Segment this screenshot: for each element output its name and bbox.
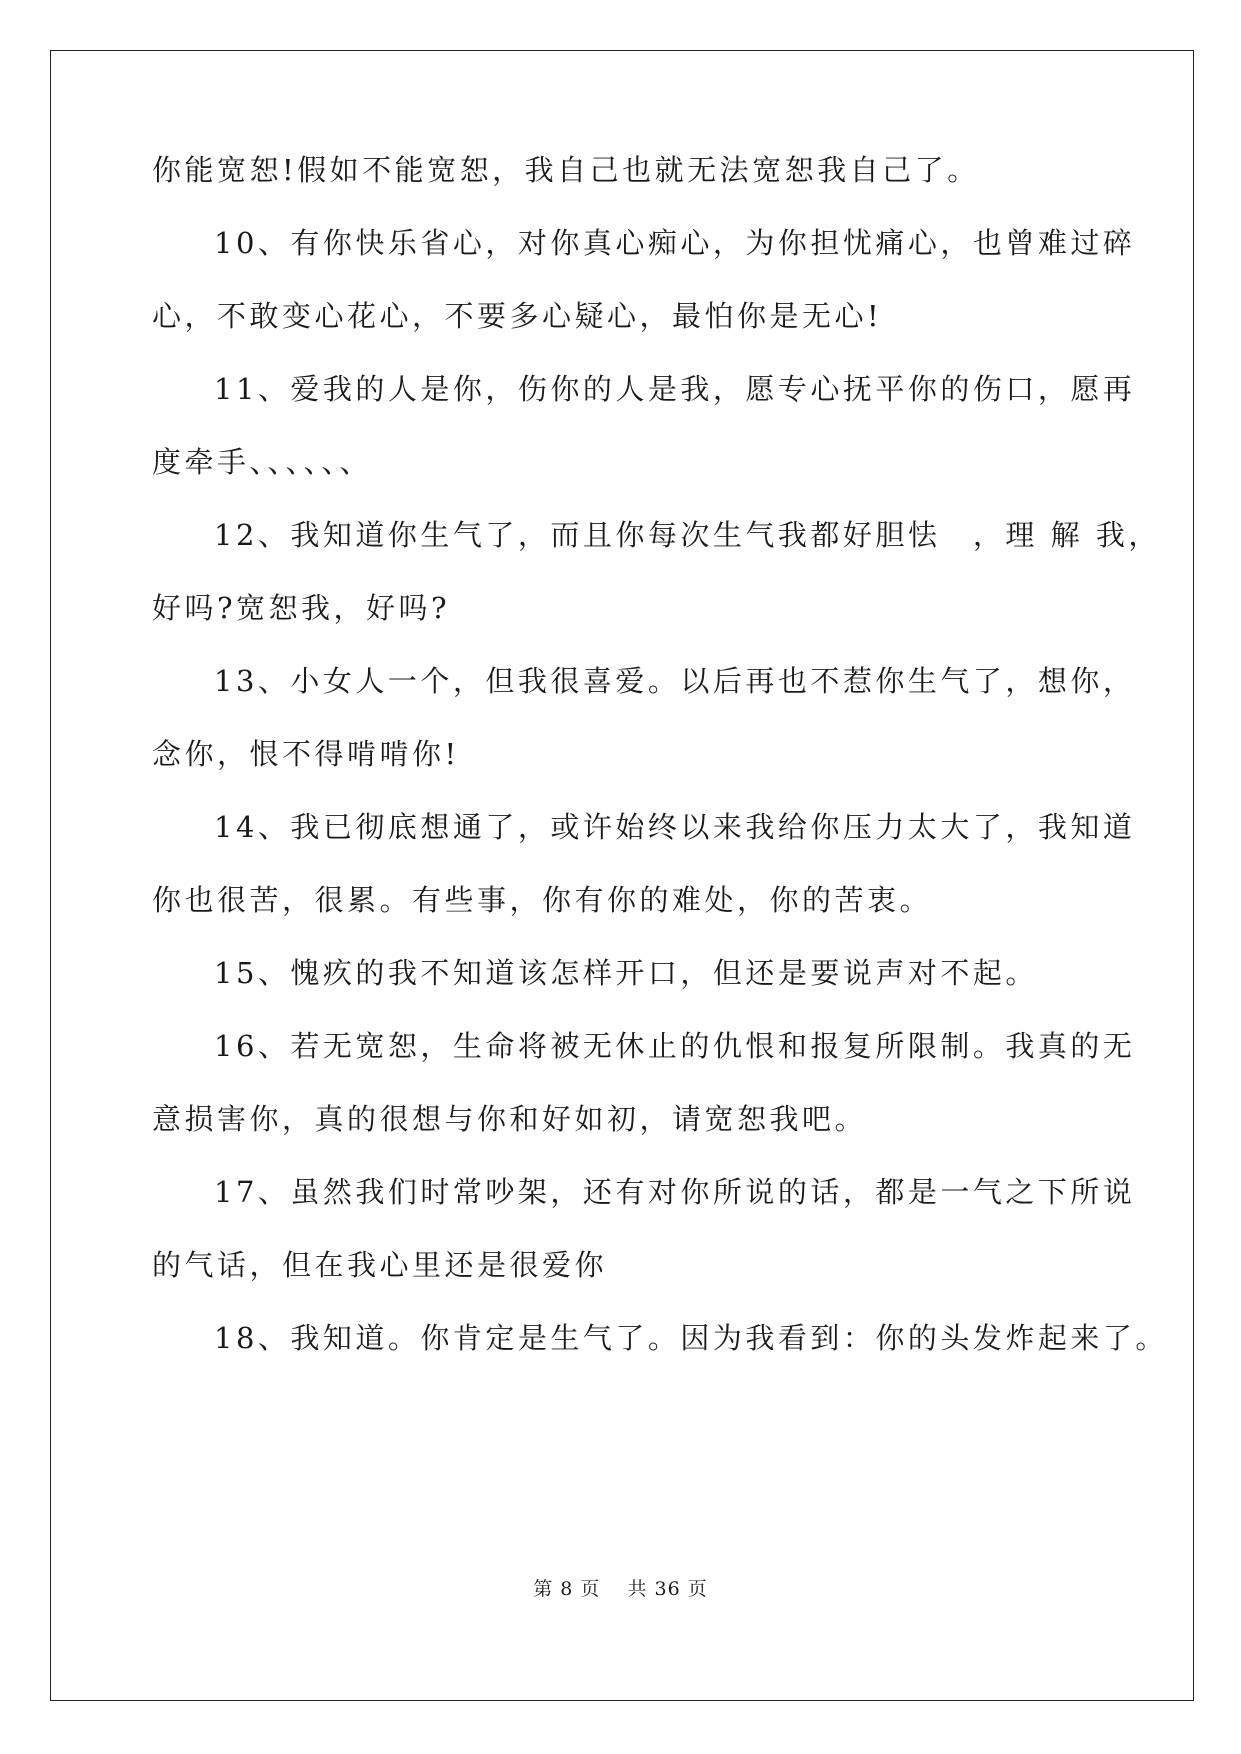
- text-line: 你能宽恕!假如不能宽恕，我自己也就无法宽恕我自己了。: [152, 153, 980, 187]
- text-line: 度牵手、、、、、、: [152, 445, 373, 479]
- text-line: 意损害你，真的很想与你和好如初，请宽恕我吧。: [152, 1102, 868, 1136]
- text-line: 心，不敢变心花心，不要多心疑心，最怕你是无心!: [152, 299, 883, 333]
- text-line: 念你，恨不得啃啃你!: [152, 737, 460, 771]
- text-line: 的气话，但在我心里还是很爱你: [152, 1248, 608, 1282]
- page-footer: 第 8 页 共 36 页: [533, 1578, 708, 1600]
- text-line: 18、我知道。你肯定是生气了。因为我看到：你的头发炸起来了。: [214, 1321, 1168, 1355]
- text-line: 你也很苦，很累。有些事，你有你的难处，你的苦衷。: [152, 883, 933, 917]
- text-line: 12、我知道你生气了，而且你每次生气我都好胆怯 ，理 解 我，: [214, 518, 1161, 552]
- text-line: 13、小女人一个，但我很喜爱。以后再也不惹你生气了，想你，: [214, 664, 1136, 698]
- text-line: 16、若无宽恕，生命将被无休止的仇恨和报复所限制。我真的无: [214, 1029, 1136, 1063]
- text-line: 15、愧疚的我不知道该怎样开口，但还是要说声对不起。: [214, 956, 1038, 990]
- text-line: 14、我已彻底想通了，或许始终以来我给你压力太大了，我知道: [214, 810, 1136, 844]
- text-line: 17、虽然我们时常吵架，还有对你所说的话，都是一气之下所说: [214, 1175, 1136, 1209]
- text-line: 11、爱我的人是你，伤你的人是我，愿专心抚平你的伤口，愿再: [214, 372, 1136, 406]
- text-line: 10、有你快乐省心，对你真心痴心，为你担忧痛心，也曾难过碎: [214, 226, 1136, 260]
- text-line: 好吗?宽恕我，好吗?: [152, 591, 451, 625]
